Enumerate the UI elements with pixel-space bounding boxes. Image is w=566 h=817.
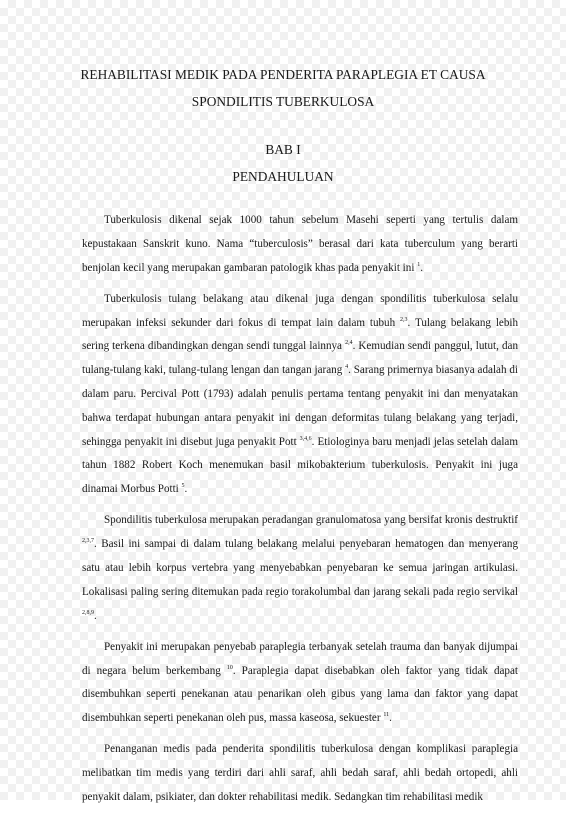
paragraph-text: . xyxy=(184,483,188,496)
paragraph-text: . Sarang primernya biasanya adalah di dalam paru. Percival Pott (1793) adalah penulis pertama tentang penyakit ini dan menyatakan bahwa terdapat hubungan antara penyakit ini dengan deformitas tulang belakang yang terjadi, sehingga penyakit ini disebut juga penyakit Pott xyxy=(82,364,518,448)
paragraph-text: Penanganan medis pada penderita spondilitis tuberkulosa dengan komplikasi paraplegia melibatkan tim medis yang terdiri dari ahli saraf, ahli bedah saraf, ahli bedah ortopedi, ahli penyakit dalam, psikiater, dan dokter rehabilitasi medik. Sedangkan tim rehabilitasi medik xyxy=(82,743,518,803)
paragraph-text: . xyxy=(389,712,392,725)
paragraph-text: . xyxy=(420,261,423,274)
paragraph-text: Spondilitis tuberkulosa merupakan peradangan granulomatosa yang bersifat kronis destruktif xyxy=(104,514,518,527)
body-text xyxy=(82,209,518,817)
paragraph-text: Tuberkulosis tulang belakang atau dikenal juga dengan spondilitis tuberkulosa selalu merupakan infeksi sekunder dari fokus di tempat lain dalam tubuh xyxy=(82,292,518,329)
citation: 3,4,6 xyxy=(299,435,312,442)
citation: 4 xyxy=(345,364,349,371)
paragraph-2 xyxy=(82,288,518,502)
citation: 2,8,9 xyxy=(82,609,94,616)
paragraph-text: . Kemudian sendi panggul, lutut, dan tulang-tulang kaki, tulang-tulang lengan dan tangan jarang xyxy=(82,340,518,377)
citation: 2,3 xyxy=(400,316,408,323)
paragraph-text: . Paraplegia dapat disebabkan oleh faktor yang tidak dapat disembuhkan seperti penekanan atau penarikan oleh gibus yang lama dan faktor yang dapat disembuhkan seperti penekanan oleh pus, massa kaseosa, sekuester xyxy=(82,664,518,725)
chapter-number: BAB I xyxy=(265,142,301,157)
citation: 2,4 xyxy=(345,340,353,347)
paragraph-1 xyxy=(82,209,518,280)
paragraph-4 xyxy=(82,636,518,731)
citation: 5 xyxy=(181,483,185,490)
paragraph-text: Tuberkulosis dikenal sejak 1000 tahun sebelum Masehi seperti yang tertulis dalam kepustakaan Sanskrit kuno. Nama “tuberculosis” berasal dari kata tuberculum yang berarti benjolan kecil yang merupakan gambaran patologik khas pada penyakit ini xyxy=(82,214,518,274)
chapter-heading xyxy=(40,136,526,190)
citation: 1 xyxy=(417,261,421,268)
paragraph-5 xyxy=(82,738,518,809)
citation: 11 xyxy=(383,712,390,719)
paragraph-text: . xyxy=(94,609,97,622)
paragraph-text: . Tulang belakang lebih sering terkena dibandingkan dengan sendi tunggal lainnya xyxy=(82,316,519,353)
title-line-2: SPONDILITIS TUBERKULOSA xyxy=(191,94,375,109)
paragraph-text: . Etiologinya baru menjadi jelas setelah dalam tahun 1882 Robert Koch menemukan basil mikobakterium tuberkulosis. Penyakit ini juga dinamai Morbus Potti xyxy=(82,435,518,496)
citation: 2,3,7 xyxy=(82,538,94,545)
paragraph-3 xyxy=(82,509,518,628)
title-line-1: REHABILITASI MEDIK PADA PENDERITA PARAPLEGIA ET CAUSA xyxy=(80,67,486,82)
chapter-name: PENDAHULUAN xyxy=(232,169,334,184)
paragraph-text: Penyakit ini merupakan penyebab paraplegia terbanyak setelah trauma dan banyak dijumpai di negara belum berkembang xyxy=(82,640,518,677)
paragraph-text: . Basil ini sampai di dalam tulang belakang melalui penyebaran hematogen dan menyerang satu atau lebih korpus vertebra yang menyebabkan penyebaran ke semua jaringan artikulasi. Lokalisasi paling sering ditemukan pada regio torakolumbal dan jarang sekali pada regio servikal xyxy=(82,538,518,598)
document-title xyxy=(40,61,526,115)
citation: 10 xyxy=(226,664,233,671)
